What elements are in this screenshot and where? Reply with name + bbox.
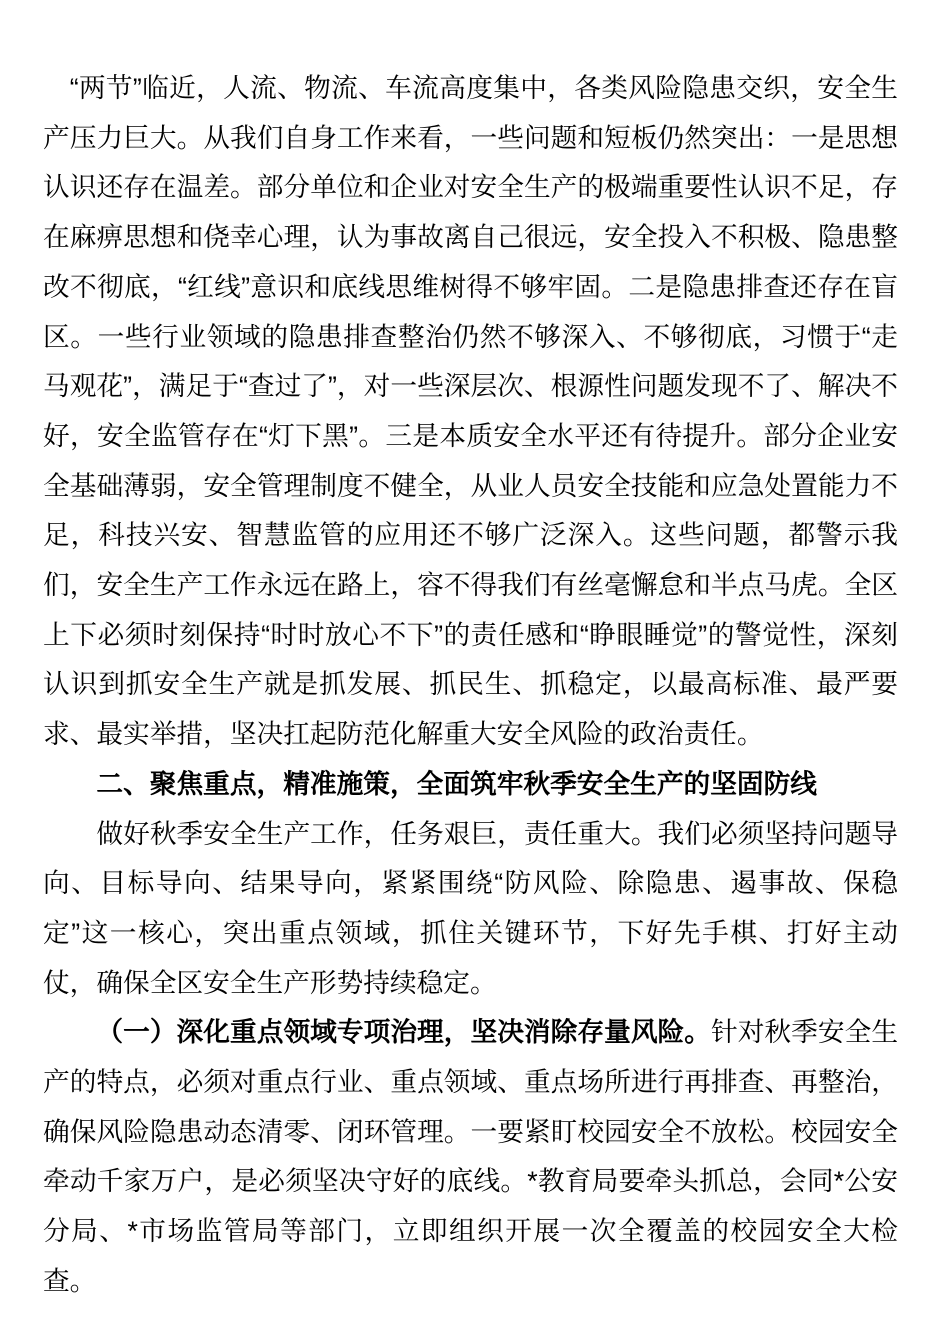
- paragraph-situation-analysis: [43, 64, 898, 760]
- heading-section-two: [43, 760, 898, 810]
- paragraph-section-two-intro: [43, 810, 898, 1009]
- bold-text-run: 二、聚焦重点，精准施策，全面筑牢秋季安全生产的坚固防线: [96, 768, 817, 799]
- paragraph-subsection-one: [43, 1008, 898, 1306]
- text-run: 做好秋季安全生产工作，任务艰巨，责任重大。我们必须坚持问题导向、目标导向、结果导向，紧紧围绕“防风险、除隐患、遏事故、保稳定”这一核心，突出重点领域，抓住关键环节，下好先手棋、打好主动仗，确保全区安全生产形势持续稳定。: [43, 818, 898, 998]
- text-run: “两节”临近，人流、物流、车流高度集中，各类风险隐患交织，安全生产压力巨大。从我们自身工作来看，一些问题和短板仍然突出：一是思想认识还存在温差。部分单位和企业对安全生产的极端重要性认识不足，存在麻痹思想和侥幸心理，认为事故离自己很远，安全投入不积极、隐患整改不彻底，“红线”意识和底线思维树得不够牢固。二是隐患排查还存在盲区。一些行业领域的隐患排查整治仍然不够深入、不够彻底，习惯于“走马观花”，满足于“查过了”，对一些深层次、根源性问题发现不了、解决不好，安全监管存在“灯下黑”。三是本质安全水平还有待提升。部分企业安全基础薄弱，安全管理制度不健全，从业人员安全技能和应急处置能力不足，科技兴安、智慧监管的应用还不够广泛深入。这些问题，都警示我们，安全生产工作永远在路上，容不得我们有丝毫懈怠和半点马虎。全区上下必须时刻保持“时时放心不下”的责任感和“睁眼睡觉”的警觉性，深刻认识到抓安全生产就是抓发展、抓民生、抓稳定，以最高标准、最严要求、最实举措，坚决扛起防范化解重大安全风险的政治责任。: [43, 73, 898, 750]
- document-content: [43, 64, 898, 1307]
- bold-text-run: （一）深化重点领域专项治理，坚决消除存量风险。: [96, 1017, 711, 1048]
- text-run: 针对秋季安全生产的特点，必须对重点行业、重点领域、重点场所进行再排查、再整治，确保风险隐患动态清零、闭环管理。一要紧盯校园安全不放松。校园安全牵动千家万户，是必须坚决守好的底线。*教育局要牵头抓总，会同*公安分局、*市场监管局等部门，立即组织开展一次全覆盖的校园安全大检查。: [43, 1017, 898, 1296]
